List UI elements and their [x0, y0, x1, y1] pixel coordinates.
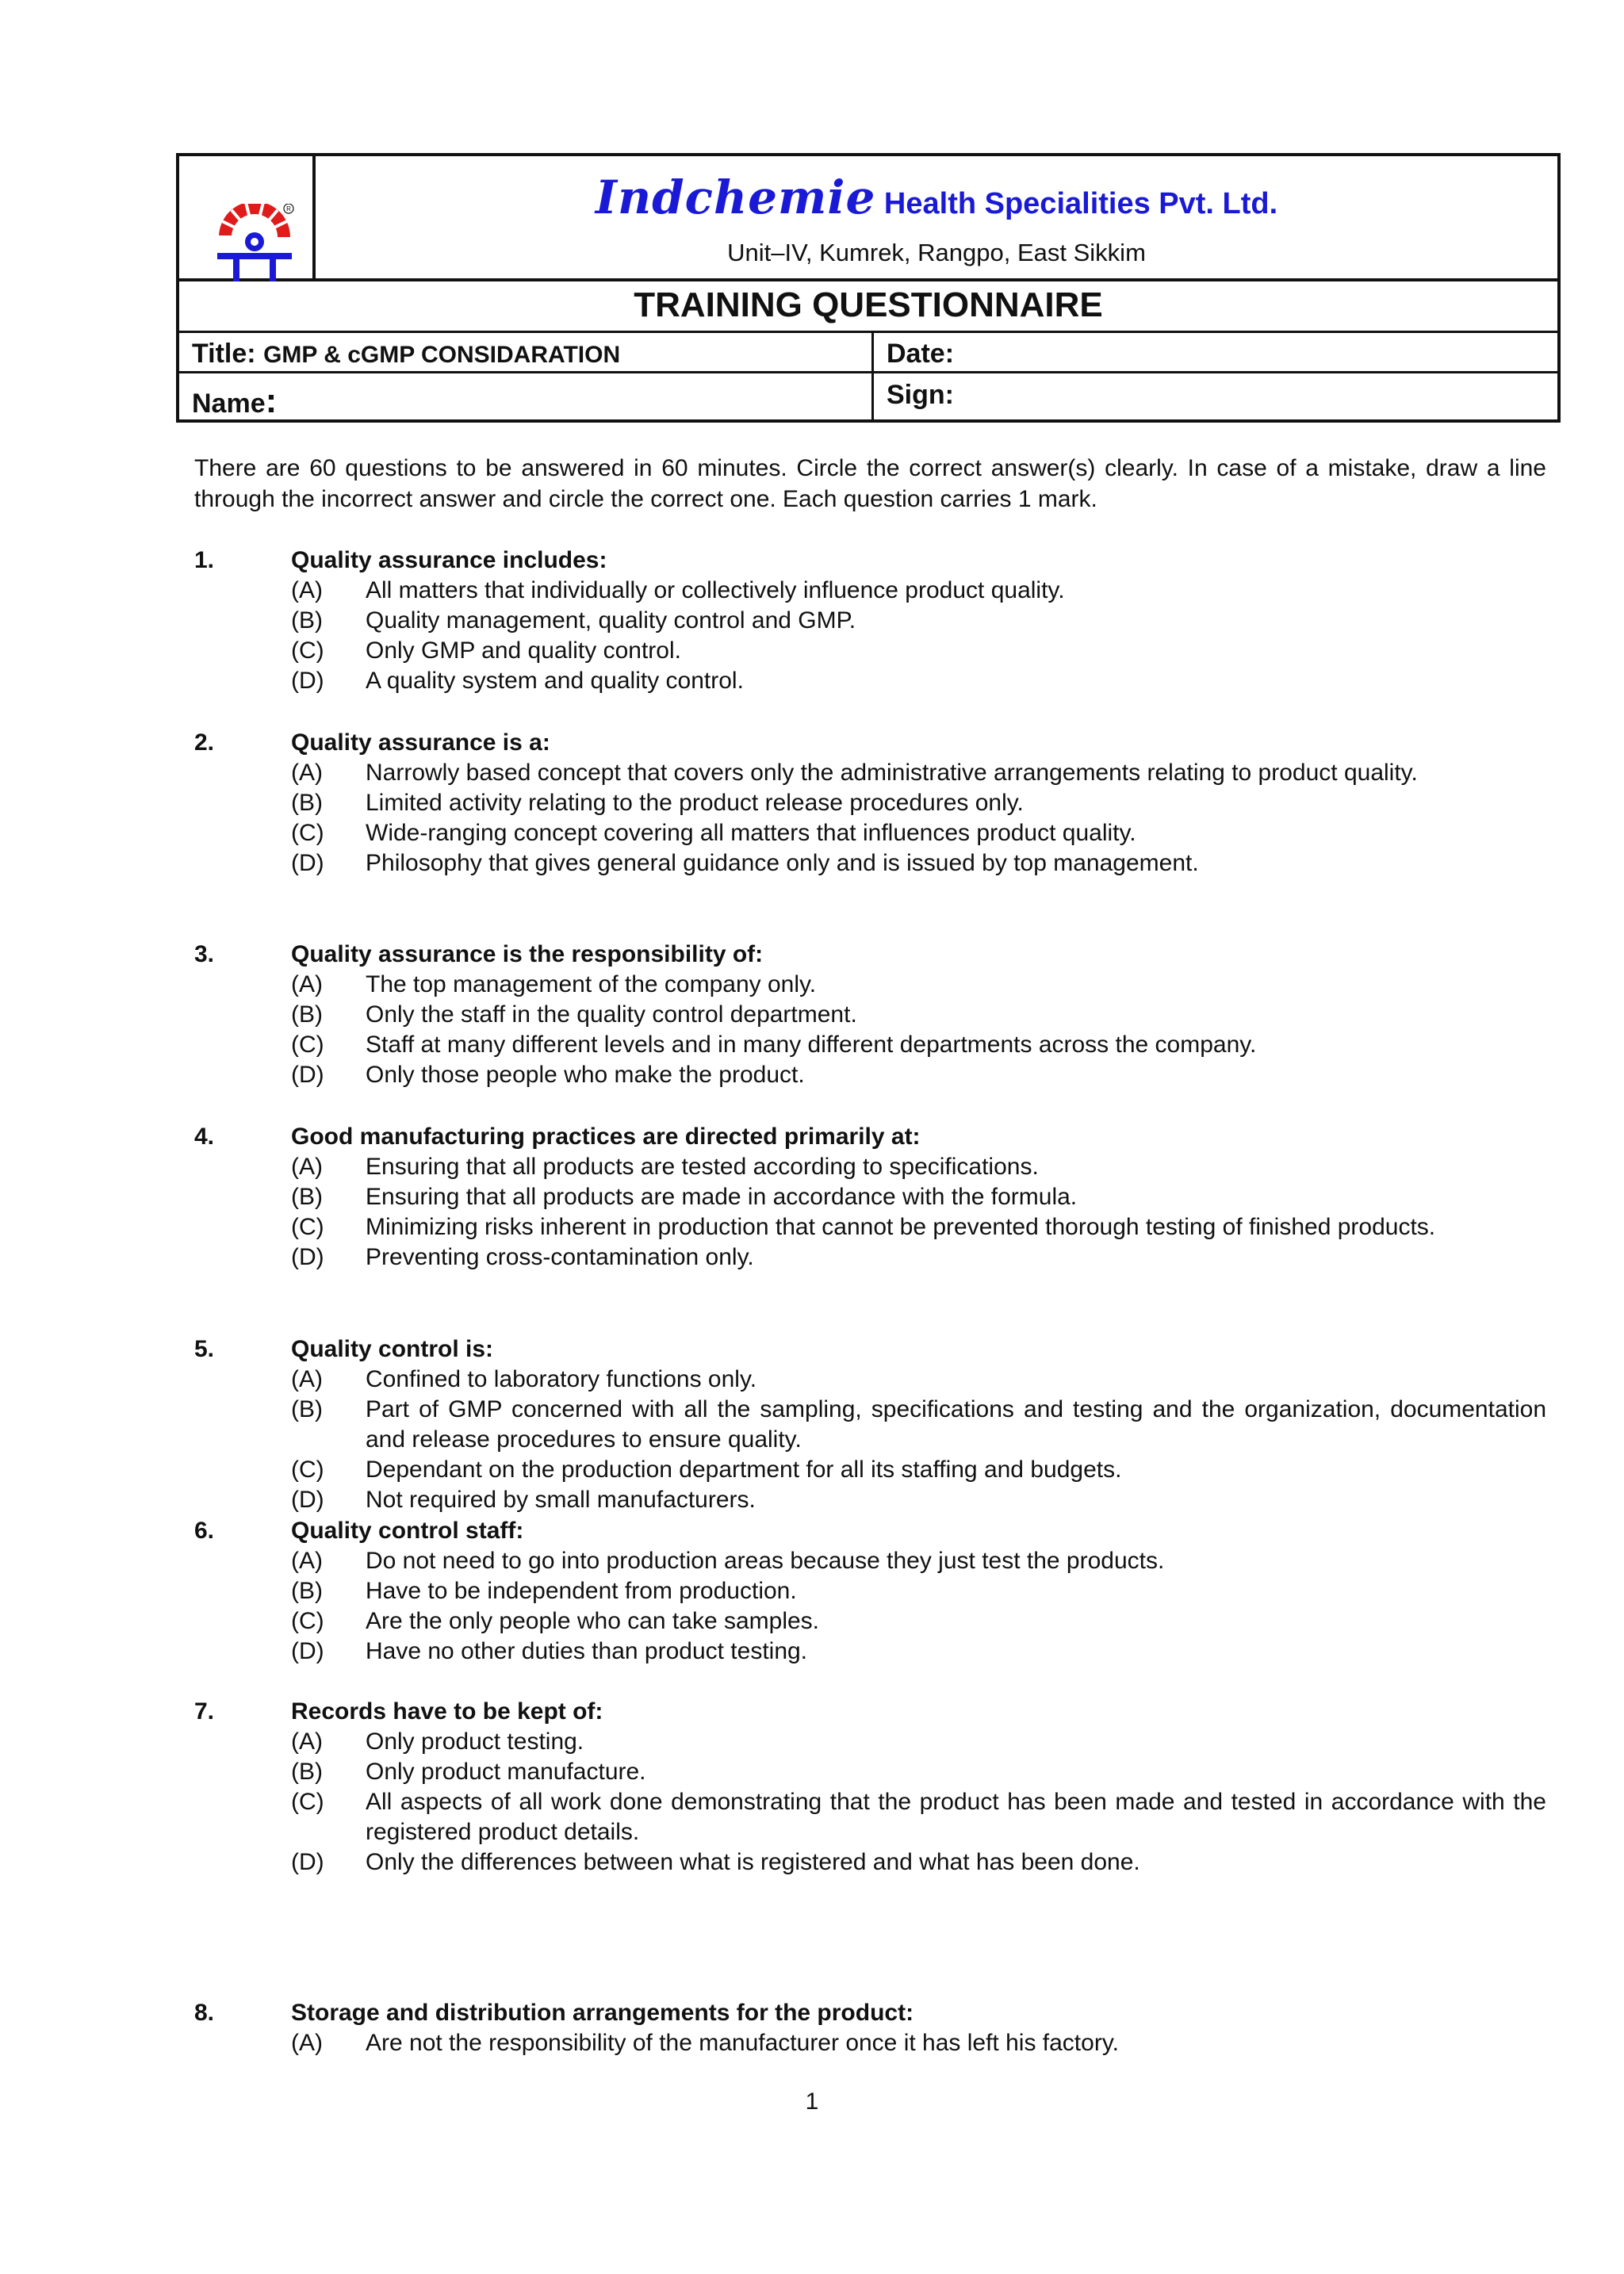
question-number: 7.: [194, 1698, 215, 1725]
option-text: Have no other duties than product testing.: [366, 1638, 808, 1664]
option-text: The top management of the company only.: [366, 971, 817, 997]
question-text: Quality assurance is a:: [291, 729, 550, 756]
header-table: [176, 153, 1561, 423]
option-text: Are not the responsibility of the manufacturer once it has left his factory.: [366, 2030, 1119, 2056]
divider: [871, 331, 874, 423]
page-number: 1: [805, 2088, 819, 2115]
answer-option[interactable]: [291, 788, 1546, 818]
document-title: TRAINING QUESTIONNAIRE: [634, 285, 1103, 324]
question: [194, 940, 1546, 1090]
answer-option[interactable]: [291, 1212, 1546, 1242]
answer-option[interactable]: [291, 1365, 1546, 1395]
answer-option[interactable]: [291, 848, 1546, 879]
option-text: Ensuring that all products are tested according to specifications.: [366, 1154, 1039, 1180]
answer-option[interactable]: [291, 818, 1546, 848]
option-text: Only those people who make the product.: [366, 1062, 805, 1088]
question-number: 4.: [194, 1124, 215, 1150]
option-label: (C): [291, 1608, 324, 1634]
question: [194, 1334, 1546, 1515]
answer-option[interactable]: [291, 1395, 1546, 1455]
date-label: Date:: [887, 339, 955, 369]
question-number: 8.: [194, 2000, 215, 2026]
answer-option[interactable]: [291, 970, 1546, 1000]
answer-option[interactable]: [291, 1030, 1546, 1060]
option-label: (C): [291, 1032, 324, 1058]
option-label: (A): [291, 971, 323, 997]
answer-option[interactable]: [291, 1242, 1546, 1273]
option-text: Narrowly based concept that covers only the administrative arrangements relating to product quality.: [366, 760, 1418, 786]
option-label: (C): [291, 820, 324, 846]
instructions: There are 60 questions to be answered in 60 minutes. Circle the correct answer(s) clearly. In case of a mistake, draw a line through the incorrect answer and circle the correct one. Each question carries 1 mark.: [194, 455, 1546, 512]
option-label: (D): [291, 1638, 324, 1664]
option-label: (C): [291, 1457, 324, 1483]
answer-option[interactable]: [291, 758, 1546, 788]
option-text: Minimizing risks inherent in production that cannot be prevented thorough testing of finished products.: [366, 1214, 1436, 1240]
question-number: 2.: [194, 729, 215, 756]
question-number: 6.: [194, 1518, 215, 1544]
option-label: (B): [291, 1396, 323, 1422]
option-label: (A): [291, 2030, 323, 2056]
option-text: Only the differences between what is registered and what has been done.: [366, 1849, 1140, 1875]
answer-option[interactable]: [291, 1606, 1546, 1637]
option-label: (C): [291, 637, 324, 664]
company-name: [316, 170, 1557, 224]
answer-option[interactable]: [291, 1485, 1546, 1515]
option-text: Do not need to go into production areas because they just test the products.: [366, 1548, 1165, 1574]
title-value: GMP & cGMP CONSIDARATION: [263, 342, 621, 368]
option-text: All matters that individually or collectively influence product quality.: [366, 577, 1065, 603]
option-label: (C): [291, 1789, 324, 1815]
option-label: (D): [291, 1487, 324, 1513]
option-text: Only GMP and quality control.: [366, 637, 681, 664]
question: [194, 1122, 1546, 1273]
option-label: (D): [291, 1062, 324, 1088]
option-label: (D): [291, 1849, 324, 1875]
option-label: (B): [291, 607, 323, 634]
divider: [179, 371, 1557, 373]
answer-option[interactable]: [291, 1576, 1546, 1606]
answer-option[interactable]: [291, 1787, 1546, 1847]
divider: [179, 331, 1557, 333]
option-text: Have to be independent from production.: [366, 1578, 797, 1604]
answer-option[interactable]: [291, 1637, 1546, 1667]
answer-option[interactable]: [291, 2028, 1546, 2058]
answer-option[interactable]: [291, 1847, 1546, 1878]
option-text: Limited activity relating to the product release procedures only.: [366, 790, 1024, 816]
option-text: Staff at many different levels and in many different departments across the company.: [366, 1032, 1257, 1058]
sunburst-logo-icon: [211, 204, 298, 283]
question: [194, 546, 1546, 696]
question: [194, 728, 1546, 879]
option-label: (B): [291, 790, 323, 816]
option-label: (B): [291, 1759, 323, 1785]
option-text: Ensuring that all products are made in accordance with the formula.: [366, 1184, 1078, 1210]
company-address: Unit–IV, Kumrek, Rangpo, East Sikkim: [727, 239, 1146, 266]
option-text: A quality system and quality control.: [366, 668, 744, 694]
answer-option[interactable]: [291, 1727, 1546, 1757]
option-text: Are the only people who can take samples.: [366, 1608, 820, 1634]
option-text: Dependant on the production department for all its staffing and budgets.: [366, 1457, 1122, 1483]
company-cell: [316, 156, 1557, 280]
answer-option[interactable]: [291, 1060, 1546, 1090]
option-label: (B): [291, 1578, 323, 1604]
option-text: Wide-ranging concept covering all matters that influences product quality.: [366, 820, 1136, 846]
option-label: (B): [291, 1001, 323, 1028]
answer-option[interactable]: [291, 1000, 1546, 1030]
question-number: 5.: [194, 1336, 215, 1362]
option-label: (B): [291, 1184, 323, 1210]
brand-script: Indchemie: [595, 170, 876, 224]
option-label: (D): [291, 850, 324, 876]
option-text: Confined to laboratory functions only.: [366, 1366, 757, 1392]
question-number: 1.: [194, 547, 215, 573]
option-text: Preventing cross-contamination only.: [366, 1244, 754, 1270]
title-label: Title:: [192, 339, 256, 369]
question-text: Storage and distribution arrangements for the product:: [291, 2000, 914, 2026]
option-text: All aspects of all work done demonstrating that the product has been made and tested in accordance with the registered product details.: [366, 1789, 1546, 1845]
name-colon: :: [265, 381, 278, 420]
answer-option[interactable]: [291, 606, 1546, 636]
answer-option[interactable]: [291, 636, 1546, 666]
answer-option[interactable]: [291, 576, 1546, 606]
option-label: (A): [291, 760, 323, 786]
option-text: Not required by small manufacturers.: [366, 1487, 756, 1513]
answer-option[interactable]: [291, 1152, 1546, 1182]
answer-option[interactable]: [291, 1182, 1546, 1212]
question: [194, 1697, 1546, 1878]
answer-option[interactable]: [291, 666, 1546, 696]
sign-label: Sign:: [887, 380, 954, 410]
title-field: [192, 339, 620, 369]
option-text: Only the staff in the quality control department.: [366, 1001, 857, 1028]
question-text: Good manufacturing practices are directed primarily at:: [291, 1124, 921, 1150]
option-label: (D): [291, 668, 324, 694]
question-text: Quality control staff:: [291, 1518, 524, 1544]
question-text: Quality assurance includes:: [291, 547, 607, 573]
option-label: (A): [291, 1154, 323, 1180]
option-label: (A): [291, 577, 323, 603]
name-field: [192, 381, 277, 421]
option-text: Only product testing.: [366, 1728, 584, 1755]
question-text: Quality assurance is the responsibility of:: [291, 941, 764, 967]
option-label: (A): [291, 1728, 323, 1755]
option-label: (D): [291, 1244, 324, 1270]
option-label: (A): [291, 1548, 323, 1574]
option-text: Part of GMP concerned with all the sampling, specifications and testing and the organization, documentation and release procedures to ensure quality.: [366, 1396, 1546, 1453]
option-text: Quality management, quality control and GMP.: [366, 607, 856, 634]
question-number: 3.: [194, 941, 215, 967]
svg-text:R: R: [286, 205, 291, 212]
answer-option[interactable]: [291, 1546, 1546, 1576]
question: [194, 1516, 1546, 1667]
question-text: Quality control is:: [291, 1336, 494, 1362]
option-text: Only product manufacture.: [366, 1759, 646, 1785]
option-text: Philosophy that gives general guidance only and is issued by top management.: [366, 850, 1199, 876]
question-text: Records have to be kept of:: [291, 1698, 603, 1725]
answer-option[interactable]: [291, 1455, 1546, 1485]
option-label: (A): [291, 1366, 323, 1392]
brand-rest: Health Specialities Pvt. Ltd.: [883, 187, 1278, 220]
company-logo: [179, 156, 316, 280]
name-label: Name: [192, 389, 266, 419]
option-label: (C): [291, 1214, 324, 1240]
question: [194, 1998, 1546, 2058]
answer-option[interactable]: [291, 1757, 1546, 1787]
